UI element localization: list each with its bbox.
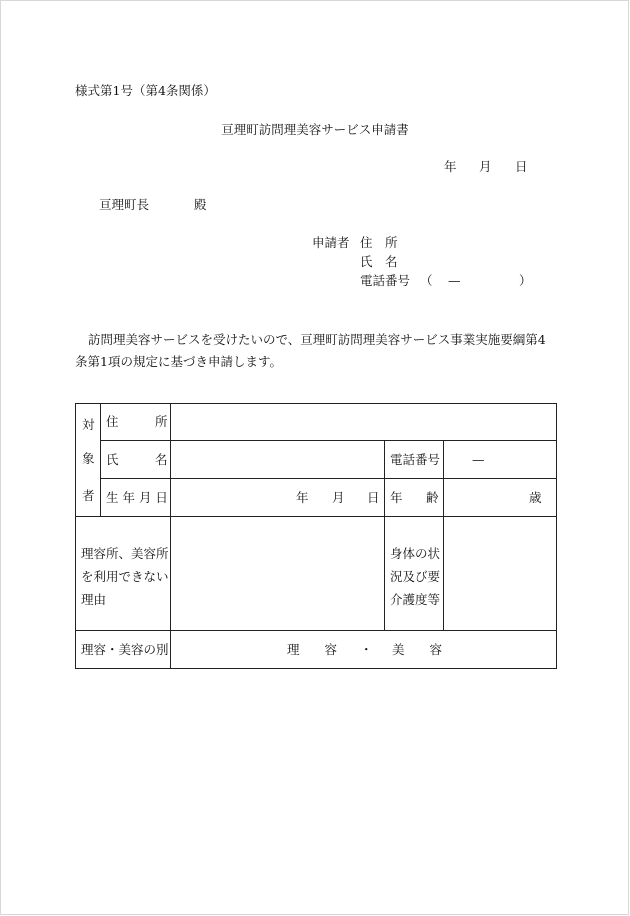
form-number: 様式第1号（第4条関係） xyxy=(75,83,216,98)
table-border-right xyxy=(556,403,557,669)
col-divider-right xyxy=(443,440,444,630)
subject-char-1: 対 xyxy=(82,417,95,432)
subject-name-field[interactable] xyxy=(172,443,382,476)
table-border-bottom xyxy=(75,668,557,669)
applicant-phone-label: 電話番号 xyxy=(360,273,411,288)
addressee-honorific: 殿 xyxy=(194,197,207,212)
subject-address-field[interactable] xyxy=(172,405,554,438)
col-divider-middle xyxy=(384,440,385,630)
age-label-part1: 年 xyxy=(390,490,403,505)
addressee-name: 亘理町長 xyxy=(99,197,150,212)
reason-label-line1: 理容所、美容所 xyxy=(81,546,169,561)
age-unit: 歳 xyxy=(529,490,542,505)
row-divider-3 xyxy=(75,516,557,517)
phone-dash: — xyxy=(472,452,485,467)
applicant-phone-open-paren: （ xyxy=(420,273,433,288)
birth-year-unit: 年 xyxy=(296,490,309,505)
name-label-part1: 氏 xyxy=(106,452,119,467)
date-year-label: 年 xyxy=(444,159,457,174)
table-border-left xyxy=(75,403,76,669)
subject-phone-field[interactable] xyxy=(445,443,554,476)
name-label-part2: 名 xyxy=(155,452,168,467)
applicant-label: 申請者 xyxy=(312,235,350,250)
subject-char-3: 者 xyxy=(82,488,95,503)
birth-day-unit: 日 xyxy=(367,490,380,505)
application-table xyxy=(75,403,557,669)
age-label-part2: 齢 xyxy=(426,490,439,505)
address-label-part1: 住 xyxy=(106,414,119,429)
birthdate-label: 生 年 月 日 xyxy=(106,490,168,505)
phone-label: 電話番号 xyxy=(390,452,441,467)
condition-label-line3: 介護度等 xyxy=(390,592,441,607)
birth-month-unit: 月 xyxy=(332,490,345,505)
applicant-phone-dash: — xyxy=(448,273,461,288)
date-day-label: 日 xyxy=(515,159,528,174)
address-label-part2: 所 xyxy=(155,414,168,429)
service-type-label: 理容・美容の別 xyxy=(81,642,169,657)
applicant-name-label: 氏 名 xyxy=(360,254,398,269)
applicant-phone-close-paren: ） xyxy=(519,273,532,288)
col-divider-label xyxy=(170,403,171,669)
option-beauty[interactable]: 美 容 xyxy=(392,642,443,657)
condition-label-line2: 況及び要 xyxy=(390,569,441,584)
condition-label-line1: 身体の状 xyxy=(390,546,441,561)
option-separator: ・ xyxy=(360,642,373,657)
condition-field[interactable] xyxy=(445,519,554,628)
row-divider-4 xyxy=(75,630,557,631)
reason-label-line3: 理由 xyxy=(81,592,107,607)
request-statement: 訪問理美容サービスを受けたいので、亘理町訪問理美容サービス事業実施要綱第4条第1項の規定に基づき申請します。 xyxy=(75,332,546,369)
subject-char-2: 象 xyxy=(82,451,95,466)
reason-field[interactable] xyxy=(172,519,382,628)
col-divider-subject xyxy=(100,403,101,516)
document-title: 亘理町訪問理美容サービス申請書 xyxy=(221,122,409,137)
row-divider-1 xyxy=(100,440,557,441)
row-divider-2 xyxy=(100,478,557,479)
reason-label-line2: を利用できない xyxy=(81,569,169,584)
applicant-address-label: 住 所 xyxy=(360,235,398,250)
table-border-top xyxy=(75,403,557,404)
option-barber[interactable]: 理 容 xyxy=(287,642,338,657)
date-month-label: 月 xyxy=(479,159,492,174)
